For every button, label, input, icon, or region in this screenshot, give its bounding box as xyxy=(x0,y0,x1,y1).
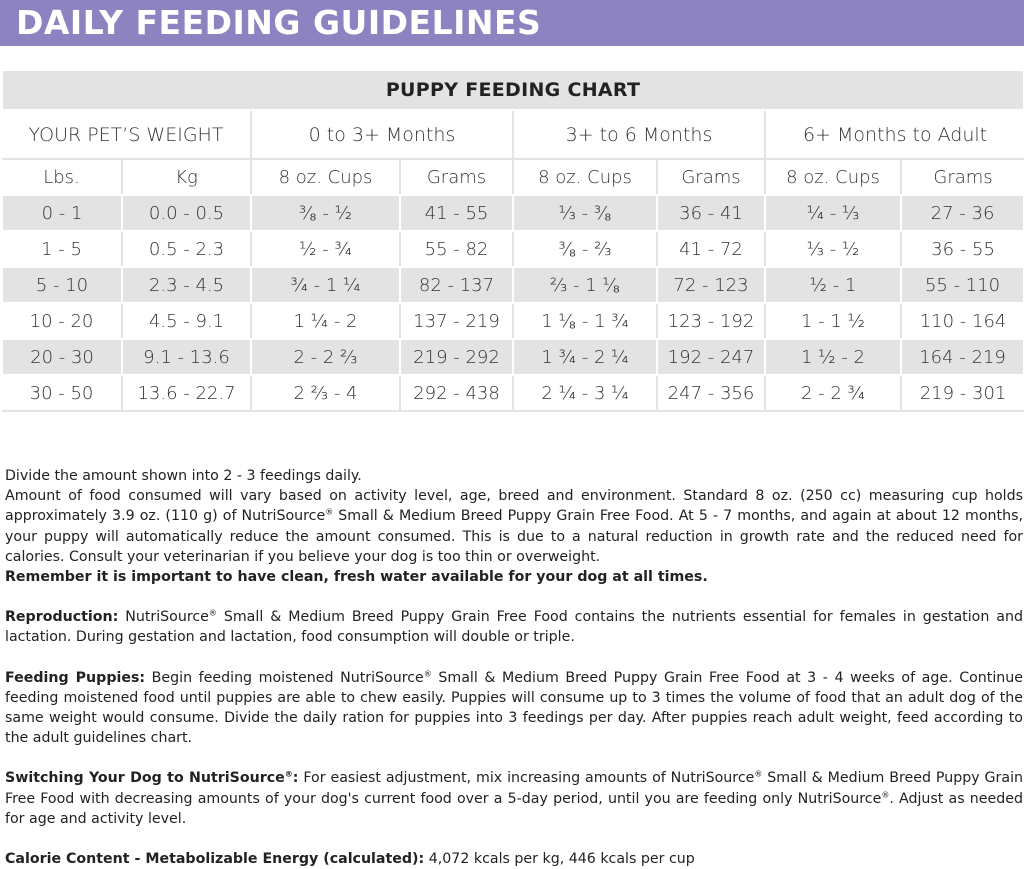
table-cell: 2.3 - 4.5 xyxy=(122,267,251,303)
age-header-3-6: 3+ to 6 Months xyxy=(513,110,765,159)
divide-text: Divide the amount shown into 2 - 3 feedings daily. xyxy=(5,468,362,484)
table-cell: 27 - 36 xyxy=(901,195,1024,231)
feeding-notes xyxy=(5,466,1023,869)
age-header-6-adult: 6+ Months to Adult xyxy=(765,110,1024,159)
table-cell: 2 - 2 ³⁄₄ xyxy=(765,375,901,411)
table-cell: 1 ³⁄₄ - 2 ¹⁄₄ xyxy=(513,339,657,375)
table-cell: 20 - 30 xyxy=(2,339,122,375)
column-header: Kg xyxy=(122,159,251,195)
feeding-puppies-section xyxy=(5,668,1023,749)
table-row xyxy=(2,195,1024,231)
column-header: 8 oz. Cups xyxy=(765,159,901,195)
table-cell: 36 - 41 xyxy=(657,195,765,231)
water-note xyxy=(5,567,1023,587)
switching-label xyxy=(5,770,298,786)
table-cell: 2 ²⁄₃ - 4 xyxy=(251,375,400,411)
table-cell: 192 - 247 xyxy=(657,339,765,375)
water-reminder: Remember it is important to have clean, fresh water available for your dog at all times. xyxy=(5,569,708,586)
table-row xyxy=(2,375,1024,411)
column-header: 8 oz. Cups xyxy=(251,159,400,195)
table-cell: ¹⁄₂ - 1 xyxy=(765,267,901,303)
table-cell: ¹⁄₂ - ³⁄₄ xyxy=(251,231,400,267)
table-cell: 110 - 164 xyxy=(901,303,1024,339)
reproduction-label: Reproduction: xyxy=(5,609,119,626)
page-title: DAILY FEEDING GUIDELINES xyxy=(16,3,542,42)
registered-mark: ® xyxy=(284,769,293,779)
table-cell: 72 - 123 xyxy=(657,267,765,303)
age-header-0-3: 0 to 3+ Months xyxy=(251,110,513,159)
registered-mark: ® xyxy=(208,608,217,618)
feeding-puppies-label: Feeding Puppies: xyxy=(5,669,146,686)
reproduction-text: NutriSource xyxy=(118,609,209,626)
registered-mark: ® xyxy=(325,507,334,517)
table-cell: 0 - 1 xyxy=(2,195,122,231)
table-cell: 1 ¹⁄₄ - 2 xyxy=(251,303,400,339)
calorie-section xyxy=(5,849,1023,869)
column-header: Lbs. xyxy=(2,159,122,195)
switching-label-text: Switching Your Dog to NutriSource xyxy=(5,770,285,787)
table-cell: 36 - 55 xyxy=(901,231,1024,267)
table-cell: 13.6 - 22.7 xyxy=(122,375,251,411)
amount-text: Amount of food consumed will vary based on activity level, age, breed and environment. Standard 8 oz. (250 cc) measuring cup holds approximately 3.9 oz. (110 g) of NutriSource xyxy=(5,488,1023,525)
table-cell: 10 - 20 xyxy=(2,303,122,339)
table-cell: 82 - 137 xyxy=(400,267,513,303)
column-header: Grams xyxy=(400,159,513,195)
table-cell: 55 - 110 xyxy=(901,267,1024,303)
registered-mark: ® xyxy=(881,789,890,799)
table-cell: 41 - 72 xyxy=(657,231,765,267)
table-cell: ³⁄₈ - ²⁄₃ xyxy=(513,231,657,267)
reproduction-text-cont: Small & Medium Breed Puppy Grain Free Food contains the nutrients essential for females in gestation and lactation. During gestation and lactation, food consumption will double or triple. xyxy=(5,609,1023,646)
table-cell: 247 - 356 xyxy=(657,375,765,411)
table-row xyxy=(2,339,1024,375)
registered-mark: ® xyxy=(754,769,763,779)
table-row xyxy=(2,267,1024,303)
table-cell: 55 - 82 xyxy=(400,231,513,267)
table-cell: 1 ¹⁄₈ - 1 ³⁄₄ xyxy=(513,303,657,339)
weight-header: YOUR PET’S WEIGHT xyxy=(2,110,251,159)
table-row xyxy=(2,303,1024,339)
reproduction-section xyxy=(5,607,1023,647)
table-cell: 41 - 55 xyxy=(400,195,513,231)
column-header: Grams xyxy=(657,159,765,195)
table-cell: 2 - 2 ²⁄₃ xyxy=(251,339,400,375)
table-cell: ²⁄₃ - 1 ¹⁄₈ xyxy=(513,267,657,303)
table-cell: 1 - 5 xyxy=(2,231,122,267)
table-cell: ³⁄₈ - ¹⁄₂ xyxy=(251,195,400,231)
table-cell: 5 - 10 xyxy=(2,267,122,303)
table-cell: 219 - 301 xyxy=(901,375,1024,411)
table-cell: 1 - 1 ¹⁄₂ xyxy=(765,303,901,339)
table-cell: ¹⁄₃ - ¹⁄₂ xyxy=(765,231,901,267)
table-cell: 1 ¹⁄₂ - 2 xyxy=(765,339,901,375)
table-cell: ³⁄₄ - 1 ¹⁄₄ xyxy=(251,267,400,303)
switching-label-colon: : xyxy=(292,770,299,787)
table-cell: 292 - 438 xyxy=(400,375,513,411)
feeding-puppies-text: Begin feeding moistened NutriSource xyxy=(145,669,424,686)
table-cell: 2 ¹⁄₄ - 3 ¹⁄₄ xyxy=(513,375,657,411)
puppy-feeding-chart xyxy=(1,69,1024,412)
table-cell: 219 - 292 xyxy=(400,339,513,375)
amount-note xyxy=(5,486,1023,567)
divide-note xyxy=(5,466,1023,486)
switching-text: For easiest adjustment, mix increasing amounts of NutriSource xyxy=(298,770,755,787)
table-cell: ¹⁄₄ - ¹⁄₃ xyxy=(765,195,901,231)
column-header: Grams xyxy=(901,159,1024,195)
switching-text-end: . Adjust as needed for age and activity level. xyxy=(5,790,1023,827)
switching-text-cont: Small & Medium Breed Puppy Grain Free Food with decreasing amounts of your dog's current food over a 5-day period, until you are feeding only NutriSource xyxy=(5,770,1024,807)
calorie-value: 4,072 kcals per kg, 446 kcals per cup xyxy=(424,851,695,868)
header-banner xyxy=(0,0,1024,46)
table-cell: 0.5 - 2.3 xyxy=(122,231,251,267)
table-cell: ¹⁄₃ - ³⁄₈ xyxy=(513,195,657,231)
calorie-label: Calorie Content - Metabolizable Energy (calculated): xyxy=(5,851,425,868)
amount-text-cont: Small & Medium Breed Puppy Grain Free Food. At 5 - 7 months, and again at about 12 months, your puppy will automatically reduce the amount consumed. This is due to a natural reduction in growth rate and the reduced need for calories. Consult your veterinarian if you believe your dog is too thin or overweight. xyxy=(5,508,1023,565)
table-cell: 9.1 - 13.6 xyxy=(122,339,251,375)
table-cell: 123 - 192 xyxy=(657,303,765,339)
chart-title: PUPPY FEEDING CHART xyxy=(2,70,1024,110)
table-cell: 4.5 - 9.1 xyxy=(122,303,251,339)
table-cell: 30 - 50 xyxy=(2,375,122,411)
table-cell: 0.0 - 0.5 xyxy=(122,195,251,231)
registered-mark: ® xyxy=(423,668,432,678)
table-cell: 137 - 219 xyxy=(400,303,513,339)
feeding-puppies-text-cont: Small & Medium Breed Puppy Grain Free Food at 3 - 4 weeks of age. Continue feeding moistened food until puppies are able to chew easily. Puppies will consume up to 3 times the volume of food that an adult dog of the same weight would consume. Divide the daily ration for puppies into 3 feedings per day. After puppies reach adult weight, feed according to the adult guidelines chart. xyxy=(5,669,1023,747)
table-row xyxy=(2,231,1024,267)
table-cell: 164 - 219 xyxy=(901,339,1024,375)
column-header: 8 oz. Cups xyxy=(513,159,657,195)
switching-section xyxy=(5,768,1023,829)
